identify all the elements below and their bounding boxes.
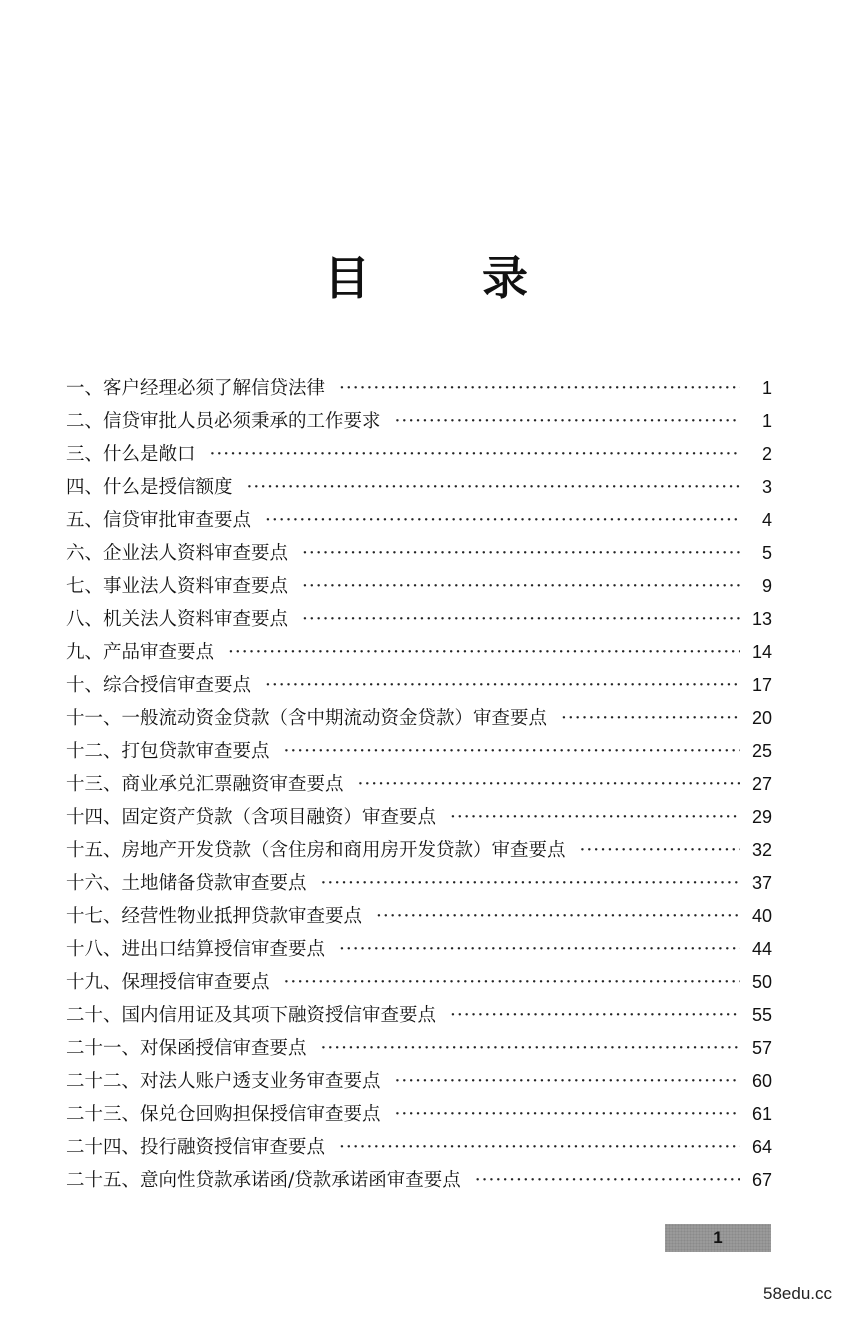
toc-entry-label: 二、信贷审批人员必须秉承的工作要求 xyxy=(66,411,381,432)
toc-entry-page: 1 xyxy=(761,411,772,431)
table-of-contents xyxy=(66,372,772,1197)
toc-dot-leader xyxy=(210,438,740,471)
toc-entry-page: 37 xyxy=(751,873,772,893)
toc-entry-label: 十、综合授信审查要点 xyxy=(66,675,252,696)
toc-entry-label: 十六、土地储备贷款审查要点 xyxy=(66,873,307,894)
toc-entry xyxy=(66,636,772,669)
page-number: 1 xyxy=(665,1224,771,1252)
toc-dot-leader xyxy=(450,999,740,1032)
toc-entry xyxy=(66,1164,772,1197)
toc-entry xyxy=(66,438,772,471)
toc-dot-leader xyxy=(358,768,740,801)
toc-entry xyxy=(66,735,772,768)
watermark: 58edu.cc xyxy=(763,1284,832,1303)
toc-entry xyxy=(66,372,772,405)
toc-entry xyxy=(66,999,772,1032)
toc-entry xyxy=(66,471,772,504)
toc-entry xyxy=(66,669,772,702)
toc-entry-page: 9 xyxy=(761,576,772,596)
toc-dot-leader xyxy=(395,1098,740,1131)
toc-entry-label: 十一、一般流动资金贷款（含中期流动资金贷款）审查要点 xyxy=(66,708,548,729)
toc-entry xyxy=(66,867,772,900)
toc-entry xyxy=(66,405,772,438)
toc-entry-page: 61 xyxy=(751,1104,772,1124)
toc-entry xyxy=(66,1065,772,1098)
toc-entry-page: 4 xyxy=(761,510,772,530)
toc-entry xyxy=(66,900,772,933)
toc-entry-page: 64 xyxy=(751,1137,772,1157)
toc-entry xyxy=(66,537,772,570)
toc-dot-leader xyxy=(450,801,740,834)
toc-dot-leader xyxy=(247,471,740,504)
toc-entry-page: 20 xyxy=(751,708,772,728)
toc-dot-leader xyxy=(228,636,740,669)
toc-dot-leader xyxy=(302,603,740,636)
toc-dot-leader xyxy=(580,834,740,867)
toc-entry-label: 十九、保理授信审查要点 xyxy=(66,972,270,993)
toc-entry-page: 2 xyxy=(761,444,772,464)
toc-entry-page: 29 xyxy=(751,807,772,827)
toc-entry xyxy=(66,801,772,834)
toc-entry-page: 55 xyxy=(751,1005,772,1025)
toc-entry-label: 一、客户经理必须了解信贷法律 xyxy=(66,378,326,399)
toc-entry-label: 十二、打包贷款审查要点 xyxy=(66,741,270,762)
toc-entry-label: 二十五、意向性贷款承诺函/贷款承诺函审查要点 xyxy=(66,1170,461,1191)
toc-dot-leader xyxy=(395,405,740,438)
toc-dot-leader xyxy=(302,537,740,570)
page-title: 目 录 xyxy=(323,251,576,305)
toc-entry-page: 17 xyxy=(751,675,772,695)
toc-entry xyxy=(66,1032,772,1065)
toc-entry-label: 十四、固定资产贷款（含项目融资）审查要点 xyxy=(66,807,437,828)
toc-entry xyxy=(66,933,772,966)
toc-entry xyxy=(66,768,772,801)
toc-entry-label: 八、机关法人资料审查要点 xyxy=(66,609,289,630)
toc-entry-label: 二十四、投行融资授信审查要点 xyxy=(66,1137,326,1158)
toc-entry-label: 十八、进出口结算授信审查要点 xyxy=(66,939,326,960)
toc-dot-leader xyxy=(339,1131,740,1164)
toc-dot-leader xyxy=(339,933,740,966)
toc-entry-label: 十五、房地产开发贷款（含住房和商用房开发贷款）审查要点 xyxy=(66,840,566,861)
toc-dot-leader xyxy=(265,504,740,537)
toc-dot-leader xyxy=(376,900,740,933)
toc-dot-leader xyxy=(302,570,740,603)
toc-entry-label: 二十三、保兑仓回购担保授信审查要点 xyxy=(66,1104,381,1125)
toc-dot-leader xyxy=(284,966,740,999)
toc-entry-label: 二十二、对法人账户透支业务审查要点 xyxy=(66,1071,381,1092)
toc-entry-page: 44 xyxy=(751,939,772,959)
toc-entry xyxy=(66,1131,772,1164)
toc-entry-label: 六、企业法人资料审查要点 xyxy=(66,543,289,564)
toc-dot-leader xyxy=(339,372,740,405)
toc-dot-leader xyxy=(321,867,740,900)
toc-entry-page: 57 xyxy=(751,1038,772,1058)
toc-entry xyxy=(66,570,772,603)
toc-entry-page: 32 xyxy=(751,840,772,860)
toc-entry-page: 13 xyxy=(751,609,772,629)
toc-dot-leader xyxy=(265,669,740,702)
toc-entry-page: 67 xyxy=(751,1170,772,1190)
toc-entry xyxy=(66,966,772,999)
toc-entry xyxy=(66,702,772,735)
toc-entry xyxy=(66,834,772,867)
toc-entry-label: 十七、经营性物业抵押贷款审查要点 xyxy=(66,906,363,927)
toc-dot-leader xyxy=(284,735,740,768)
toc-dot-leader xyxy=(321,1032,740,1065)
toc-entry xyxy=(66,603,772,636)
toc-entry-page: 50 xyxy=(751,972,772,992)
toc-entry-page: 60 xyxy=(751,1071,772,1091)
toc-dot-leader xyxy=(561,702,740,735)
toc-entry-page: 1 xyxy=(761,378,772,398)
toc-entry xyxy=(66,504,772,537)
toc-entry-page: 40 xyxy=(751,906,772,926)
toc-entry-label: 十三、商业承兑汇票融资审查要点 xyxy=(66,774,344,795)
toc-entry-label: 三、什么是敞口 xyxy=(66,444,196,465)
toc-entry xyxy=(66,1098,772,1131)
toc-entry-label: 五、信贷审批审查要点 xyxy=(66,510,252,531)
toc-entry-page: 3 xyxy=(761,477,772,497)
toc-entry-page: 14 xyxy=(751,642,772,662)
toc-dot-leader xyxy=(395,1065,740,1098)
toc-entry-page: 5 xyxy=(761,543,772,563)
toc-entry-label: 四、什么是授信额度 xyxy=(66,477,233,498)
toc-entry-label: 七、事业法人资料审查要点 xyxy=(66,576,289,597)
toc-entry-page: 25 xyxy=(751,741,772,761)
toc-entry-label: 二十、国内信用证及其项下融资授信审查要点 xyxy=(66,1005,437,1026)
toc-dot-leader xyxy=(475,1164,740,1197)
toc-entry-label: 九、产品审查要点 xyxy=(66,642,215,663)
toc-entry-page: 27 xyxy=(751,774,772,794)
toc-entry-label: 二十一、对保函授信审查要点 xyxy=(66,1038,307,1059)
